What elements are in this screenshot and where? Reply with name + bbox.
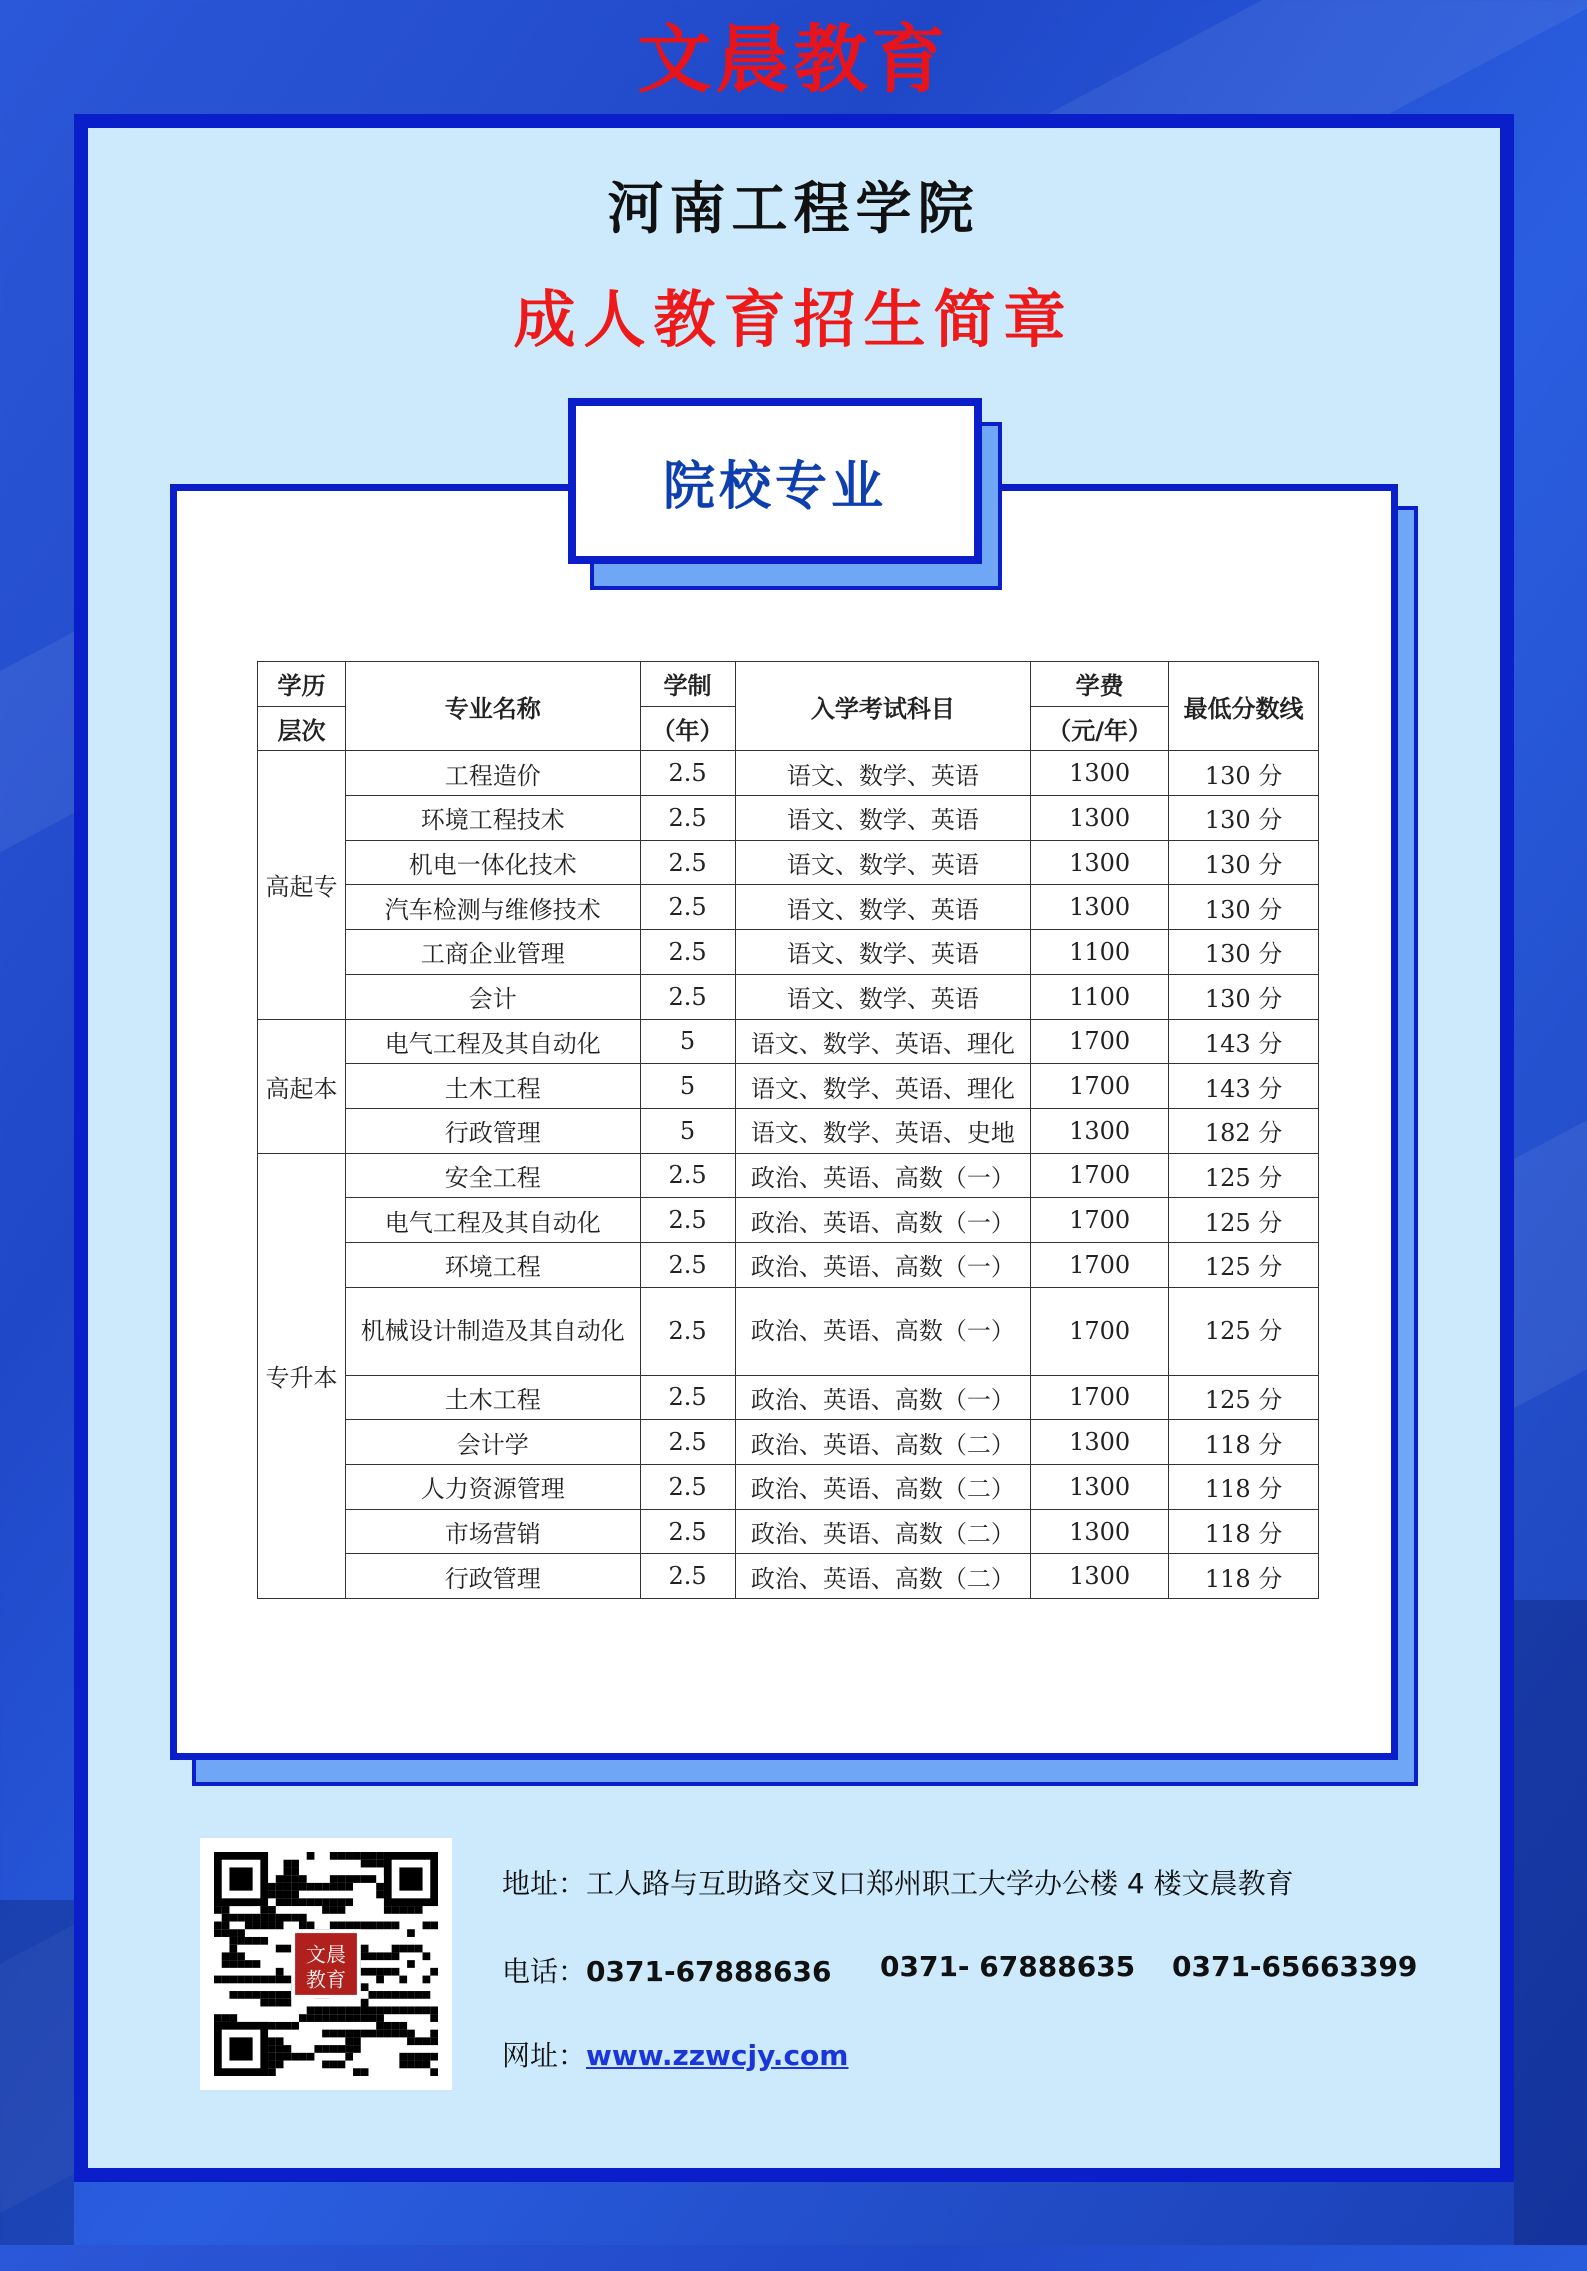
fee-cell: 1700	[1031, 1198, 1169, 1243]
fee-cell: 1300	[1031, 751, 1169, 796]
fee-cell: 1300	[1031, 1509, 1169, 1554]
major-cell: 安全工程	[345, 1153, 640, 1198]
subjects-cell: 政治、英语、高数（二）	[735, 1465, 1031, 1510]
website-line	[502, 2034, 848, 2074]
major-cell: 机械设计制造及其自动化	[345, 1287, 640, 1375]
subjects-cell: 语文、数学、英语、理化	[735, 1019, 1031, 1064]
fee-cell: 1700	[1031, 1153, 1169, 1198]
header-subjects: 入学考试科目	[735, 662, 1031, 751]
major-cell: 环境工程技术	[345, 796, 640, 841]
table-row	[258, 796, 1319, 841]
header-major: 专业名称	[345, 662, 640, 751]
years-cell: 2.5	[640, 1420, 735, 1465]
majors-table	[257, 661, 1319, 1599]
score-cell: 118 分	[1169, 1554, 1319, 1599]
phone-label: 电话：	[502, 1955, 587, 1988]
website-link[interactable]: www.zzwcjy.com	[586, 2039, 849, 2072]
score-cell: 125 分	[1169, 1287, 1319, 1375]
years-cell: 2.5	[640, 1375, 735, 1420]
score-cell: 130 分	[1169, 930, 1319, 975]
table-row	[258, 1554, 1319, 1599]
years-cell: 2.5	[640, 1554, 735, 1599]
score-cell: 125 分	[1169, 1375, 1319, 1420]
years-cell: 2.5	[640, 885, 735, 930]
subjects-cell: 政治、英语、高数（二）	[735, 1420, 1031, 1465]
subjects-cell: 语文、数学、英语、理化	[735, 1064, 1031, 1109]
subjects-cell: 语文、数学、英语	[735, 796, 1031, 841]
table-row	[258, 1242, 1319, 1287]
fee-cell: 1700	[1031, 1019, 1169, 1064]
brand-logo-text: 文晨教育	[637, 17, 950, 103]
score-cell: 143 分	[1169, 1064, 1319, 1109]
fee-cell: 1300	[1031, 885, 1169, 930]
score-cell: 118 分	[1169, 1420, 1319, 1465]
table-row	[258, 1287, 1319, 1375]
subjects-cell: 政治、英语、高数（二）	[735, 1554, 1031, 1599]
subjects-cell: 语文、数学、英语	[735, 840, 1031, 885]
major-cell: 工程造价	[345, 751, 640, 796]
major-cell: 人力资源管理	[345, 1465, 640, 1510]
table-row	[258, 1019, 1319, 1064]
subjects-cell: 政治、英语、高数（二）	[735, 1509, 1031, 1554]
table-row	[258, 1153, 1319, 1198]
school-title: 河南工程学院	[607, 176, 980, 242]
years-cell: 2.5	[640, 1153, 735, 1198]
fee-cell: 1300	[1031, 796, 1169, 841]
years-cell: 5	[640, 1019, 735, 1064]
header-score: 最低分数线	[1169, 662, 1319, 751]
header-fee-top: 学费	[1031, 662, 1169, 707]
header-years-bottom: （年）	[640, 706, 735, 751]
major-cell: 汽车检测与维修技术	[345, 885, 640, 930]
years-cell: 2.5	[640, 1242, 735, 1287]
qr-code-graphic	[214, 1852, 438, 2076]
major-cell: 电气工程及其自动化	[345, 1198, 640, 1243]
level-cell: 高起专	[258, 751, 346, 1019]
address-line	[502, 1862, 1294, 1902]
header-level-bottom: 层次	[258, 706, 346, 751]
major-cell: 行政管理	[345, 1108, 640, 1153]
section-tab	[568, 398, 982, 564]
subjects-cell: 语文、数学、英语、史地	[735, 1108, 1031, 1153]
background-building	[0, 1900, 74, 2245]
major-cell: 电气工程及其自动化	[345, 1019, 640, 1064]
years-cell: 2.5	[640, 840, 735, 885]
table-row	[258, 1375, 1319, 1420]
table-row	[258, 840, 1319, 885]
score-cell: 130 分	[1169, 796, 1319, 841]
table-row	[258, 751, 1319, 796]
subjects-cell: 语文、数学、英语	[735, 974, 1031, 1019]
subjects-cell: 语文、数学、英语	[735, 751, 1031, 796]
subjects-cell: 政治、英语、高数（一）	[735, 1287, 1031, 1375]
major-cell: 会计学	[345, 1420, 640, 1465]
years-cell: 2.5	[640, 1287, 735, 1375]
phone-3: 0371-65663399	[1172, 1950, 1418, 1983]
score-cell: 182 分	[1169, 1108, 1319, 1153]
table-row	[258, 1198, 1319, 1243]
major-cell: 会计	[345, 974, 640, 1019]
majors-table-body	[258, 751, 1319, 1599]
qr-logo-text: 文晨	[305, 1942, 347, 1967]
score-cell: 143 分	[1169, 1019, 1319, 1064]
major-cell: 环境工程	[345, 1242, 640, 1287]
phone-line	[502, 1950, 831, 1990]
years-cell: 5	[640, 1064, 735, 1109]
score-cell: 130 分	[1169, 840, 1319, 885]
subjects-cell: 政治、英语、高数（一）	[735, 1375, 1031, 1420]
address-label: 地址：	[502, 1867, 587, 1900]
table-row	[258, 1465, 1319, 1510]
years-cell: 2.5	[640, 1465, 735, 1510]
fee-cell: 1700	[1031, 1064, 1169, 1109]
fee-cell: 1100	[1031, 930, 1169, 975]
score-cell: 118 分	[1169, 1509, 1319, 1554]
header-years-top: 学制	[640, 662, 735, 707]
phone-line-3	[1172, 1950, 1417, 1983]
fee-cell: 1300	[1031, 1465, 1169, 1510]
table-row	[258, 1108, 1319, 1153]
header-level-top: 学历	[258, 662, 346, 707]
table-row	[258, 885, 1319, 930]
fee-cell: 1300	[1031, 1420, 1169, 1465]
years-cell: 2.5	[640, 1198, 735, 1243]
background-building	[1514, 1600, 1587, 2245]
address-value: 工人路与互助路交叉口郑州职工大学办公楼 4 楼文晨教育	[586, 1867, 1294, 1900]
level-cell: 专升本	[258, 1153, 346, 1599]
header-fee-bottom: （元/年）	[1031, 706, 1169, 751]
fee-cell: 1700	[1031, 1375, 1169, 1420]
phone-2: 0371- 67888635	[880, 1950, 1136, 1983]
years-cell: 2.5	[640, 1509, 735, 1554]
fee-cell: 1700	[1031, 1287, 1169, 1375]
fee-cell: 1300	[1031, 1108, 1169, 1153]
subjects-cell: 政治、英语、高数（一）	[735, 1198, 1031, 1243]
phone-line-2	[880, 1950, 1135, 1983]
score-cell: 130 分	[1169, 885, 1319, 930]
score-cell: 130 分	[1169, 751, 1319, 796]
score-cell: 130 分	[1169, 974, 1319, 1019]
score-cell: 125 分	[1169, 1198, 1319, 1243]
years-cell: 2.5	[640, 974, 735, 1019]
table-row	[258, 1509, 1319, 1554]
fee-cell: 1100	[1031, 974, 1169, 1019]
major-cell: 行政管理	[345, 1554, 640, 1599]
score-cell: 118 分	[1169, 1465, 1319, 1510]
subjects-cell: 政治、英语、高数（一）	[735, 1153, 1031, 1198]
years-cell: 2.5	[640, 930, 735, 975]
major-cell: 土木工程	[345, 1064, 640, 1109]
score-cell: 125 分	[1169, 1153, 1319, 1198]
major-cell: 土木工程	[345, 1375, 640, 1420]
fee-cell: 1300	[1031, 840, 1169, 885]
subjects-cell: 政治、英语、高数（一）	[735, 1242, 1031, 1287]
subjects-cell: 语文、数学、英语	[735, 885, 1031, 930]
website-label: 网址：	[502, 2039, 587, 2072]
level-cell: 高起本	[258, 1019, 346, 1153]
fee-cell: 1300	[1031, 1554, 1169, 1599]
section-tab-label: 院校专业	[662, 456, 887, 517]
major-cell: 机电一体化技术	[345, 840, 640, 885]
table-row	[258, 1420, 1319, 1465]
major-cell: 市场营销	[345, 1509, 640, 1554]
subjects-cell: 语文、数学、英语	[735, 930, 1031, 975]
table-row	[258, 1064, 1319, 1109]
table-row	[258, 930, 1319, 975]
years-cell: 2.5	[640, 796, 735, 841]
major-cell: 工商企业管理	[345, 930, 640, 975]
table-row	[258, 974, 1319, 1019]
years-cell: 5	[640, 1108, 735, 1153]
score-cell: 125 分	[1169, 1242, 1319, 1287]
phone-1: 0371-67888636	[586, 1955, 832, 1988]
qr-code	[200, 1838, 452, 2090]
brochure-title: 成人教育招生简章	[513, 283, 1074, 356]
years-cell: 2.5	[640, 751, 735, 796]
fee-cell: 1700	[1031, 1242, 1169, 1287]
qr-logo-text: 教育	[305, 1967, 347, 1992]
